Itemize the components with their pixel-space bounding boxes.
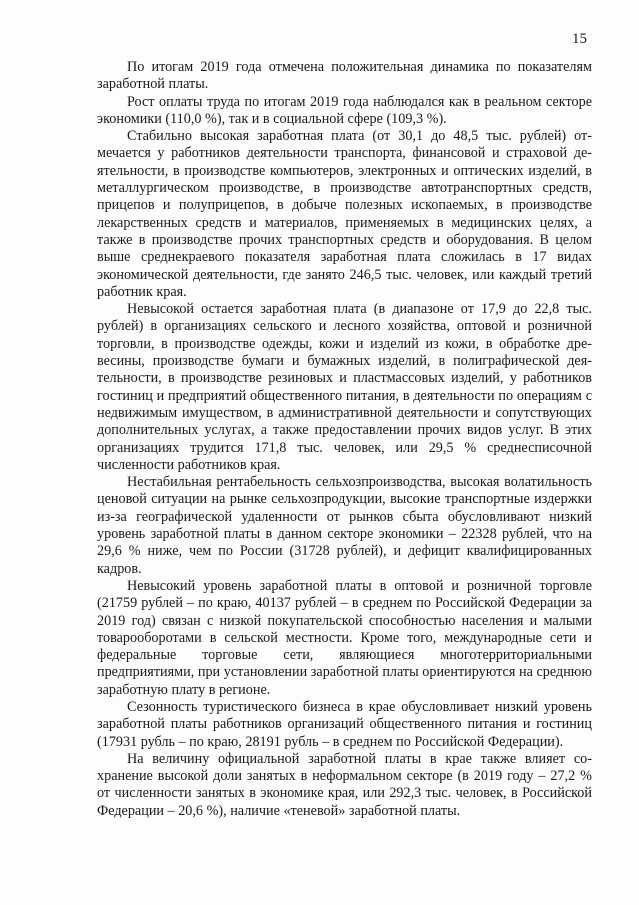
page-number: 15 — [572, 31, 587, 47]
paragraph-3: Стабильно высокая заработная плата (от 30,1 до 48,5 тыс. рублей) отмечается у работников деятельности транспорта, финансовой и страховой деятельности, в производстве компьютеров, электронных и оптических изделий, в металлургическом производстве, в производстве автотранспортных средств, прицепов и полуприцепов, в добыче полезных ископаемых, в производстве лекарственных средств и материалов, применяемых в медицинских целях, а также в производстве прочих транспортных средств и оборудования. В целом выше среднекраевого показателя заработная плата сложилась в 17 видах экономической деятельности, где занято 246,5 тыс. человек, или каждый третий работник края. — [97, 128, 592, 300]
paragraph-4: Невысокой остается заработная плата (в диапазоне от 17,9 до 22,8 тыс. рублей) в организациях сельского и лесного хозяйства, оптовой и розничной торговли, в производстве одежды, кожи и изделий из кожи, в обработке древесины, производстве бумаги и бумажных изделий, в полиграфической деятельности, в производстве резиновых и пластмассовых изделий, у работников гостиниц и предприятий общественного питания, в деятельности по операциям с недвижимым имуществом, в административной деятельности и сопутствующих дополнительных услугах, а также предоставлении прочих видов услуг. В этих организациях трудится 171,8 тыс. человек, или 29,5 % среднесписочной численности работников края. — [97, 301, 592, 473]
paragraph-2: Рост оплаты труда по итогам 2019 года наблюдался как в реальном секторе экономики (110,0 %), так и в социальной сфере (109,3 %). — [97, 93, 592, 127]
paragraph-8: На величину официальной заработной платы в крае также влияет сохранение высокой доли занятых в неформальном секторе (в 2019 году – 27,2 % от численности занятых в экономике края, или 292,3 тыс. человек, в Российской Федерации – 20,6 %), наличие «теневой» заработной платы. — [97, 750, 592, 819]
paragraph-1: По итогам 2019 года отмечена положительная динамика по показателям заработной платы. — [97, 59, 592, 93]
paragraph-7: Сезонность туристического бизнеса в крае обусловливает низкий уровень заработной платы работников организаций общественного питания и гостиниц (17931 рубль – по краю, 28191 рубль – в среднем по Российской Федерации). — [97, 698, 592, 750]
paragraph-6: Невысокий уровень заработной платы в оптовой и розничной торговле (21759 рублей – по краю, 40137 рублей – в среднем по Российской Федерации за 2019 год) связан с низкой покупательской способностью населения и малыми товарооборотами в сельской местности. Кроме того, международные сети и федеральные торговые сети, являющиеся многотерриториальными предприятиями, при установлении заработной платы ориентируются на среднюю заработную плату в регионе. — [97, 577, 592, 698]
document-body — [97, 59, 592, 820]
paragraph-5: Нестабильная рентабельность сельхозпроизводства, высокая волатильность ценовой ситуации на рынке сельхозпродукции, высокие транспортные издержки из-за географической удаленности от рынков сбыта обусловливают низкий уровень заработной платы в данном секторе экономики – 22328 рублей, что на 29,6 % ниже, чем по России (31728 рублей), и дефицит квалифицированных кадров. — [97, 474, 592, 577]
